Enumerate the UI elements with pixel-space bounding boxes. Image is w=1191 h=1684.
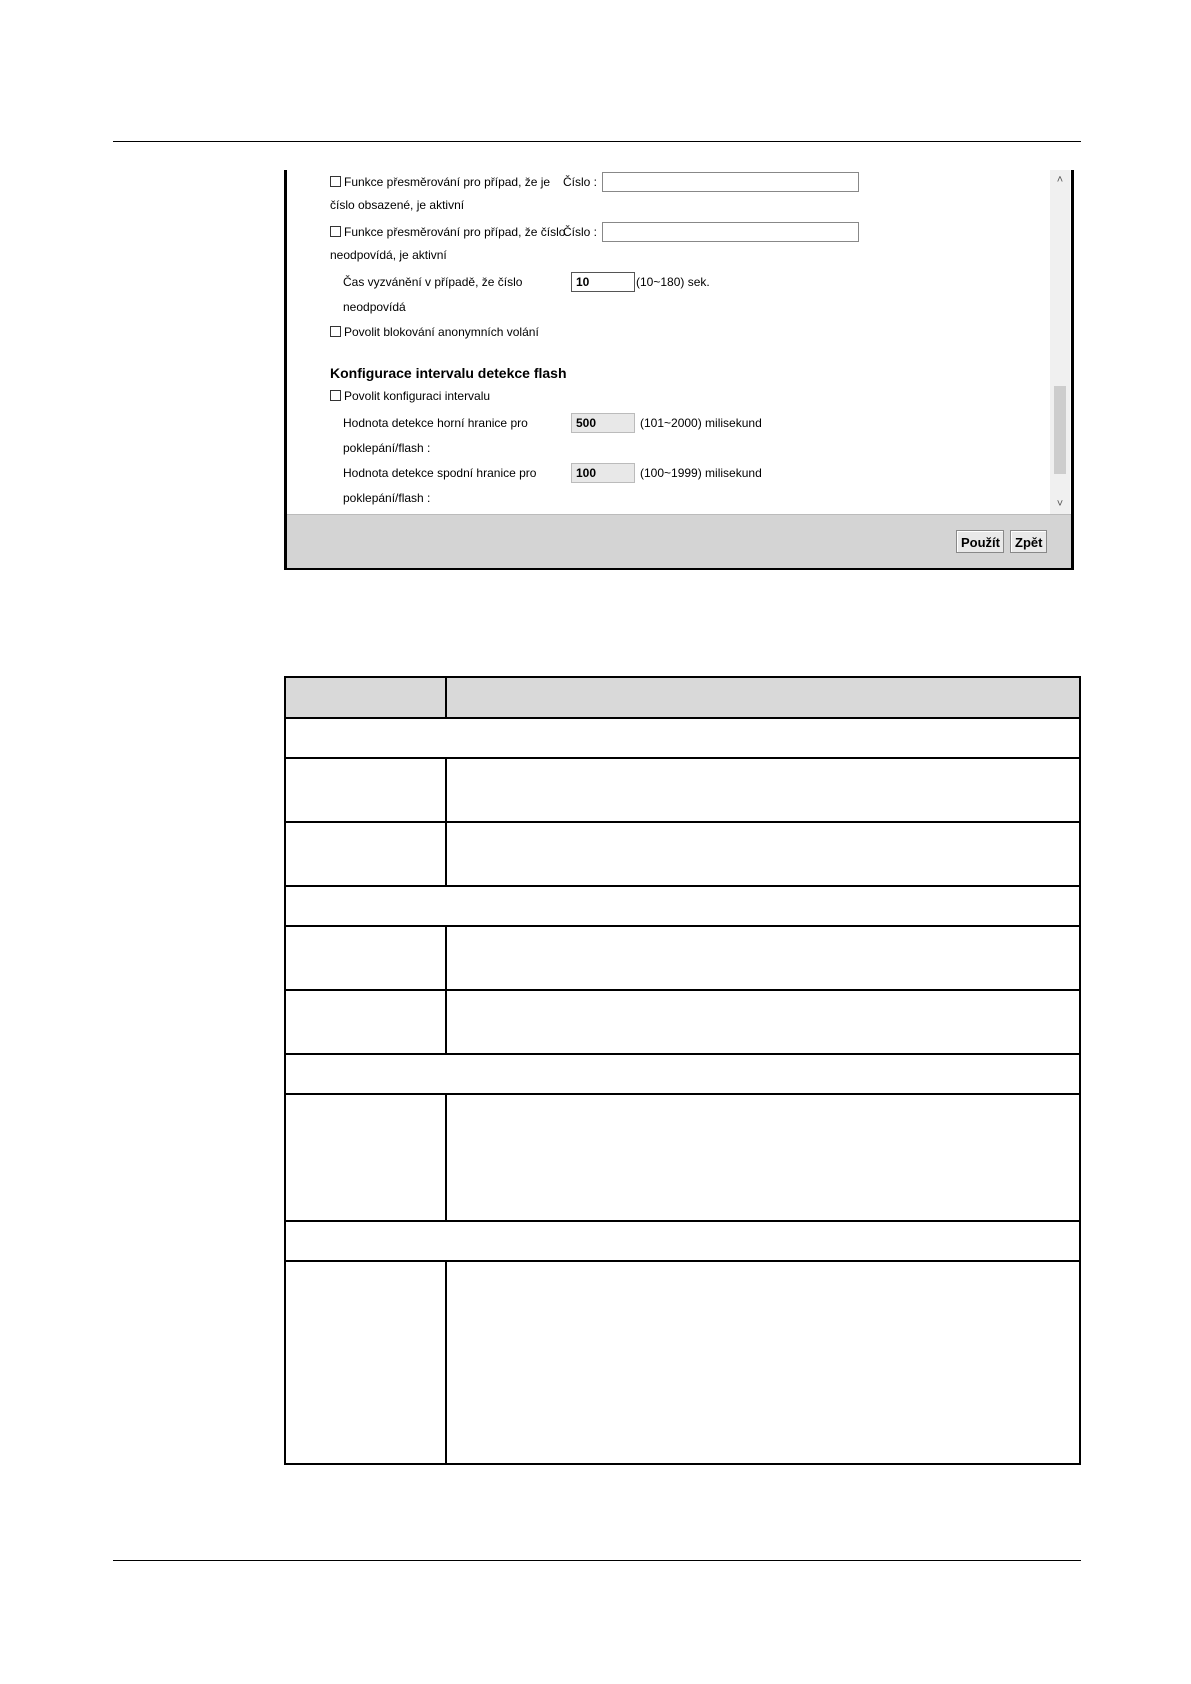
scroll-up-icon[interactable]: ˄ — [1056, 174, 1064, 186]
block-anonymous-label: Povolit blokování anonymních volání — [344, 325, 539, 339]
table-header-row — [285, 677, 1080, 718]
noanswer-forward-checkbox[interactable] — [330, 226, 341, 237]
table-cell — [446, 822, 1080, 886]
lower-limit-label-1: Hodnota detekce spodní hranice pro — [343, 466, 537, 480]
enable-interval-checkbox[interactable] — [330, 390, 341, 401]
busy-forward-label-1: Funkce přesměrování pro případ, že je — [344, 175, 551, 189]
table-cell — [446, 926, 1080, 990]
table-row — [285, 1094, 1080, 1221]
busy-number-input[interactable] — [602, 172, 859, 192]
table-cell — [285, 990, 446, 1054]
table-header-cell — [446, 677, 1080, 718]
flash-section-title: Konfigurace intervalu detekce flash — [330, 365, 567, 381]
table-group-cell — [285, 1221, 1080, 1261]
block-anonymous-checkbox[interactable] — [330, 326, 341, 337]
table-cell — [285, 926, 446, 990]
table-row — [285, 990, 1080, 1054]
table-cell — [285, 1094, 446, 1221]
panel-footer — [287, 514, 1071, 568]
table-row — [285, 926, 1080, 990]
table-cell — [446, 758, 1080, 822]
table-cell — [446, 1261, 1080, 1464]
table-header-cell — [285, 677, 446, 718]
table-row — [285, 822, 1080, 886]
ring-time-label-1: Čas vyzvánění v případě, že číslo — [343, 275, 523, 289]
busy-number-label: Číslo : — [563, 175, 598, 189]
upper-limit-label-1: Hodnota detekce horní hranice pro — [343, 416, 528, 430]
table-cell — [285, 758, 446, 822]
noanswer-forward-label-2: neodpovídá, je aktivní — [330, 248, 447, 262]
table-group-cell — [285, 718, 1080, 758]
table-group-row — [285, 718, 1080, 758]
upper-limit-input[interactable]: 500 — [571, 413, 635, 433]
noanswer-forward-label-1: Funkce přesměrování pro případ, že číslo — [344, 225, 566, 239]
table-group-row — [285, 1054, 1080, 1094]
ring-time-range: (10~180) sek. — [636, 275, 710, 289]
table-group-cell — [285, 1054, 1080, 1094]
back-button[interactable]: Zpět — [1010, 530, 1047, 553]
scroll-thumb[interactable] — [1054, 386, 1066, 474]
enable-interval-label: Povolit konfiguraci intervalu — [344, 389, 491, 403]
busy-forward-checkbox[interactable] — [330, 176, 341, 187]
scroll-down-icon[interactable]: ˅ — [1056, 498, 1064, 510]
lower-limit-range: (100~1999) milisekund — [640, 466, 762, 480]
table-cell — [446, 990, 1080, 1054]
table-group-row — [285, 1221, 1080, 1261]
noanswer-number-input[interactable] — [602, 222, 859, 242]
apply-button[interactable]: Použít — [956, 530, 1004, 553]
table-cell — [285, 1261, 446, 1464]
header-rule — [113, 141, 1081, 142]
ring-time-input[interactable]: 10 — [571, 272, 635, 292]
noanswer-number-label: Číslo : — [563, 225, 598, 239]
table-row — [285, 1261, 1080, 1464]
busy-forward-label-2: číslo obsazené, je aktivní — [330, 198, 465, 212]
table-group-cell — [285, 886, 1080, 926]
upper-limit-label-2: poklepání/flash : — [343, 441, 431, 455]
ring-time-label-2: neodpovídá — [343, 300, 406, 314]
table-group-row — [285, 886, 1080, 926]
lower-limit-label-2: poklepání/flash : — [343, 491, 431, 505]
footer-rule — [113, 1560, 1081, 1561]
description-table — [284, 676, 1081, 1465]
upper-limit-range: (101~2000) milisekund — [640, 416, 762, 430]
table-cell — [446, 1094, 1080, 1221]
vertical-scrollbar[interactable] — [1050, 170, 1070, 514]
table-row — [285, 758, 1080, 822]
lower-limit-input[interactable]: 100 — [571, 463, 635, 483]
table-cell — [285, 822, 446, 886]
settings-panel — [284, 170, 1074, 570]
settings-content — [297, 170, 1050, 514]
